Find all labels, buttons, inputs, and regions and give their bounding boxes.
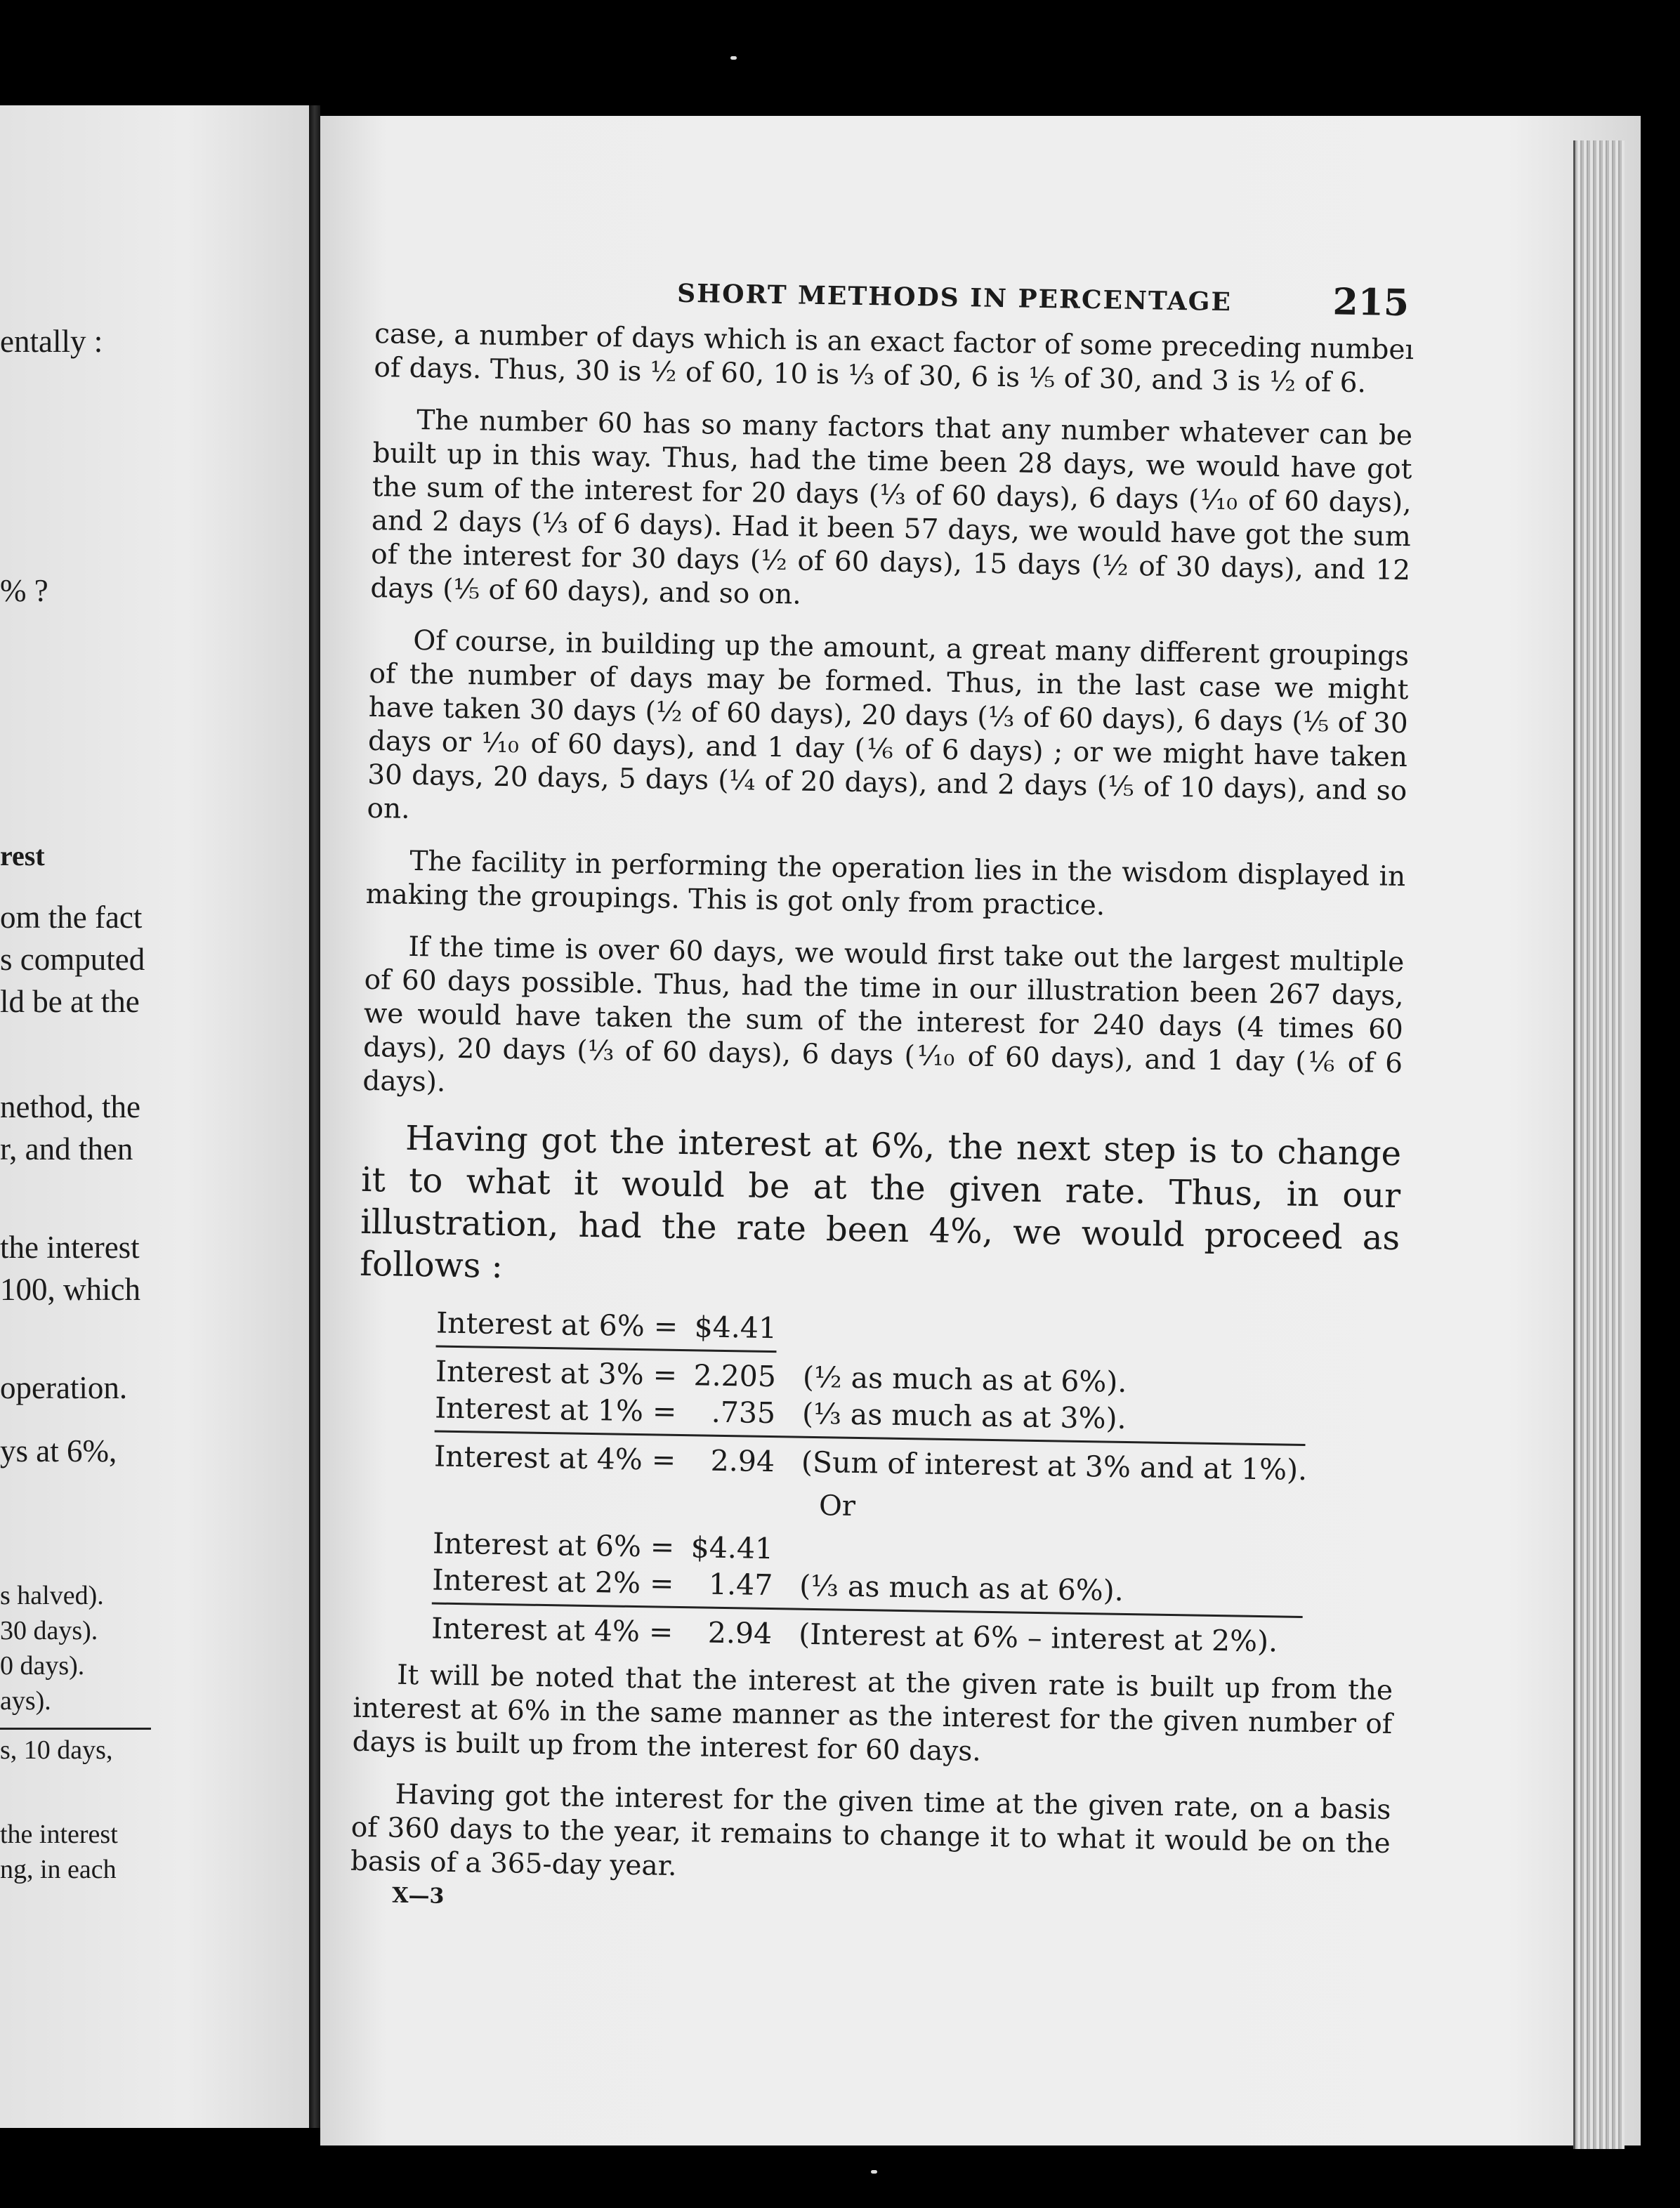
- calc-label: Interest at 4% =: [431, 1611, 674, 1649]
- calc-label: Interest at 4% =: [433, 1439, 676, 1477]
- calc-label: Interest at 6% =: [435, 1306, 678, 1343]
- left-fragment: rest: [0, 840, 45, 872]
- calc-note: (½ as much as at 6%).: [802, 1360, 1127, 1399]
- signature-mark: X—3: [391, 1883, 445, 1909]
- calc-note: (⅓ as much as at 3%).: [801, 1396, 1127, 1435]
- left-fragment: ays).: [0, 1686, 51, 1716]
- calc-note: (⅓ as much as at 6%).: [799, 1568, 1124, 1608]
- calc-row-total: [431, 1610, 1331, 1660]
- calc-label: Interest at 2% =: [431, 1563, 674, 1601]
- left-fragment: the interest: [0, 1230, 140, 1265]
- calc-amount: .735: [711, 1395, 776, 1431]
- left-fragment: operation.: [0, 1370, 128, 1405]
- left-fragment: ld be at the: [0, 984, 140, 1019]
- left-fragment: 100, which: [0, 1272, 140, 1307]
- left-fragment: ng, in each: [0, 1855, 117, 1884]
- left-fragment: % ?: [0, 573, 48, 608]
- scan-speck: [730, 56, 737, 60]
- left-fragment: ys at 6%,: [0, 1433, 117, 1468]
- paragraph-large: Having got the interest at 6%, the next step is to change it to what it would be at the given rate. Thus, in our illustration, had the rate been 4%, we would proceed as follows :: [359, 1118, 1402, 1287]
- paragraph: Having got the interest for the given time at the given rate, on a basis of 360 days to the year, it remains to change it to what it would be on the basis of a 365-day year.: [350, 1778, 1391, 1883]
- left-rule: [0, 1728, 151, 1730]
- calc-rule: [436, 1346, 777, 1353]
- left-fragment: s halved).: [0, 1581, 104, 1610]
- or-separator: Or: [818, 1490, 856, 1523]
- left-fragment: s computed: [0, 942, 145, 977]
- page-number: 215: [1332, 280, 1410, 325]
- paragraph: Of course, in building up the amount, a great many different groupings of the number of days may be formed. Thus, in the last case we might have taken 30 days (½ of 60 days), 20 days (⅓ of 60 days), 6 days (⅕ of 30 days or ⅒ of 60 days), and 1 day (⅙ of 6 days) ; or we might have taken 30 days, 20 days, 5 days (¼ of 20 days), and 2 days (⅕ of 10 days), and so on.: [367, 624, 1410, 825]
- calc-label: Interest at 1% =: [434, 1391, 677, 1428]
- paragraph: The facility in performing the operation lies in the wisdom displayed in making the groupings. This is got only from practice.: [365, 845, 1406, 922]
- book-spine: [309, 105, 320, 2128]
- scan-speck: [871, 2170, 877, 2174]
- paragraph: If the time is over 60 days, we would first take out the largest multiple of 60 days possible. Thus, had the time in our illustration been 267 days, we would have taken the sum of the interest for 240 days (4 times 60 days), 20 days (⅓ of 60 days), 6 days (⅒ of 60 days), and 1 day (⅙ of 6 days).: [362, 931, 1405, 1098]
- left-fragment: the interest: [0, 1820, 118, 1849]
- paragraph: It will be noted that the interest at the given rate is built up from the interest at 6% in the same manner as the interest for the given number of days is built up from the interest for 60 days.: [352, 1659, 1393, 1768]
- calc-amount: $4.41: [690, 1530, 774, 1566]
- left-fragment: r, and then: [0, 1131, 133, 1167]
- left-fragment: om the fact: [0, 900, 143, 935]
- left-fragment: entally :: [0, 324, 103, 359]
- running-head-title: SHORT METHODS IN PERCENTAGE: [676, 278, 1233, 317]
- calculation-block-1: [431, 1305, 1335, 1661]
- left-facing-page: [0, 105, 309, 2128]
- calc-label: Interest at 3% =: [435, 1354, 678, 1392]
- calc-amount: $4.41: [694, 1310, 777, 1346]
- paragraph: The number 60 has so many factors that any number whatever can be built up in this way. Thus, had the time been 28 days, we would have got the sum of the interest for 20 days (⅓ of 60 days), 6 days (⅒ of 60 days), and 2 days (⅓ of 6 days). Had it been 57 days, we would have got the sum of the interest for 30 days (½ of 60 days), 15 days (½ of 30 days), and 12 days (⅕ of 60 days), and so on.: [370, 404, 1413, 611]
- calc-note: (Sum of interest at 3% and at 1%).: [801, 1445, 1308, 1487]
- page-content: [350, 253, 1415, 1924]
- calc-amount: 2.94: [707, 1615, 773, 1651]
- left-fragment: nethod, the: [0, 1089, 140, 1124]
- calc-label: Interest at 6% =: [432, 1526, 675, 1564]
- calc-amount: 2.205: [693, 1358, 777, 1394]
- calc-amount: 2.94: [710, 1443, 775, 1479]
- calc-amount: 1.47: [708, 1567, 773, 1603]
- left-fragment: s, 10 days,: [0, 1735, 113, 1765]
- left-fragment: 0 days).: [0, 1651, 85, 1681]
- calc-note: (Interest at 6% – interest at 2%).: [798, 1617, 1278, 1659]
- page-edges: [1573, 140, 1625, 2149]
- left-fragment: 30 days).: [0, 1616, 98, 1645]
- paragraph: case, a number of days which is an exact factor of some preceding numbeı of days. Thus, 30 is ½ of 60, 10 is ⅓ of 30, 6 is ⅕ of 30, and 3 is ½ of 6.: [374, 317, 1415, 400]
